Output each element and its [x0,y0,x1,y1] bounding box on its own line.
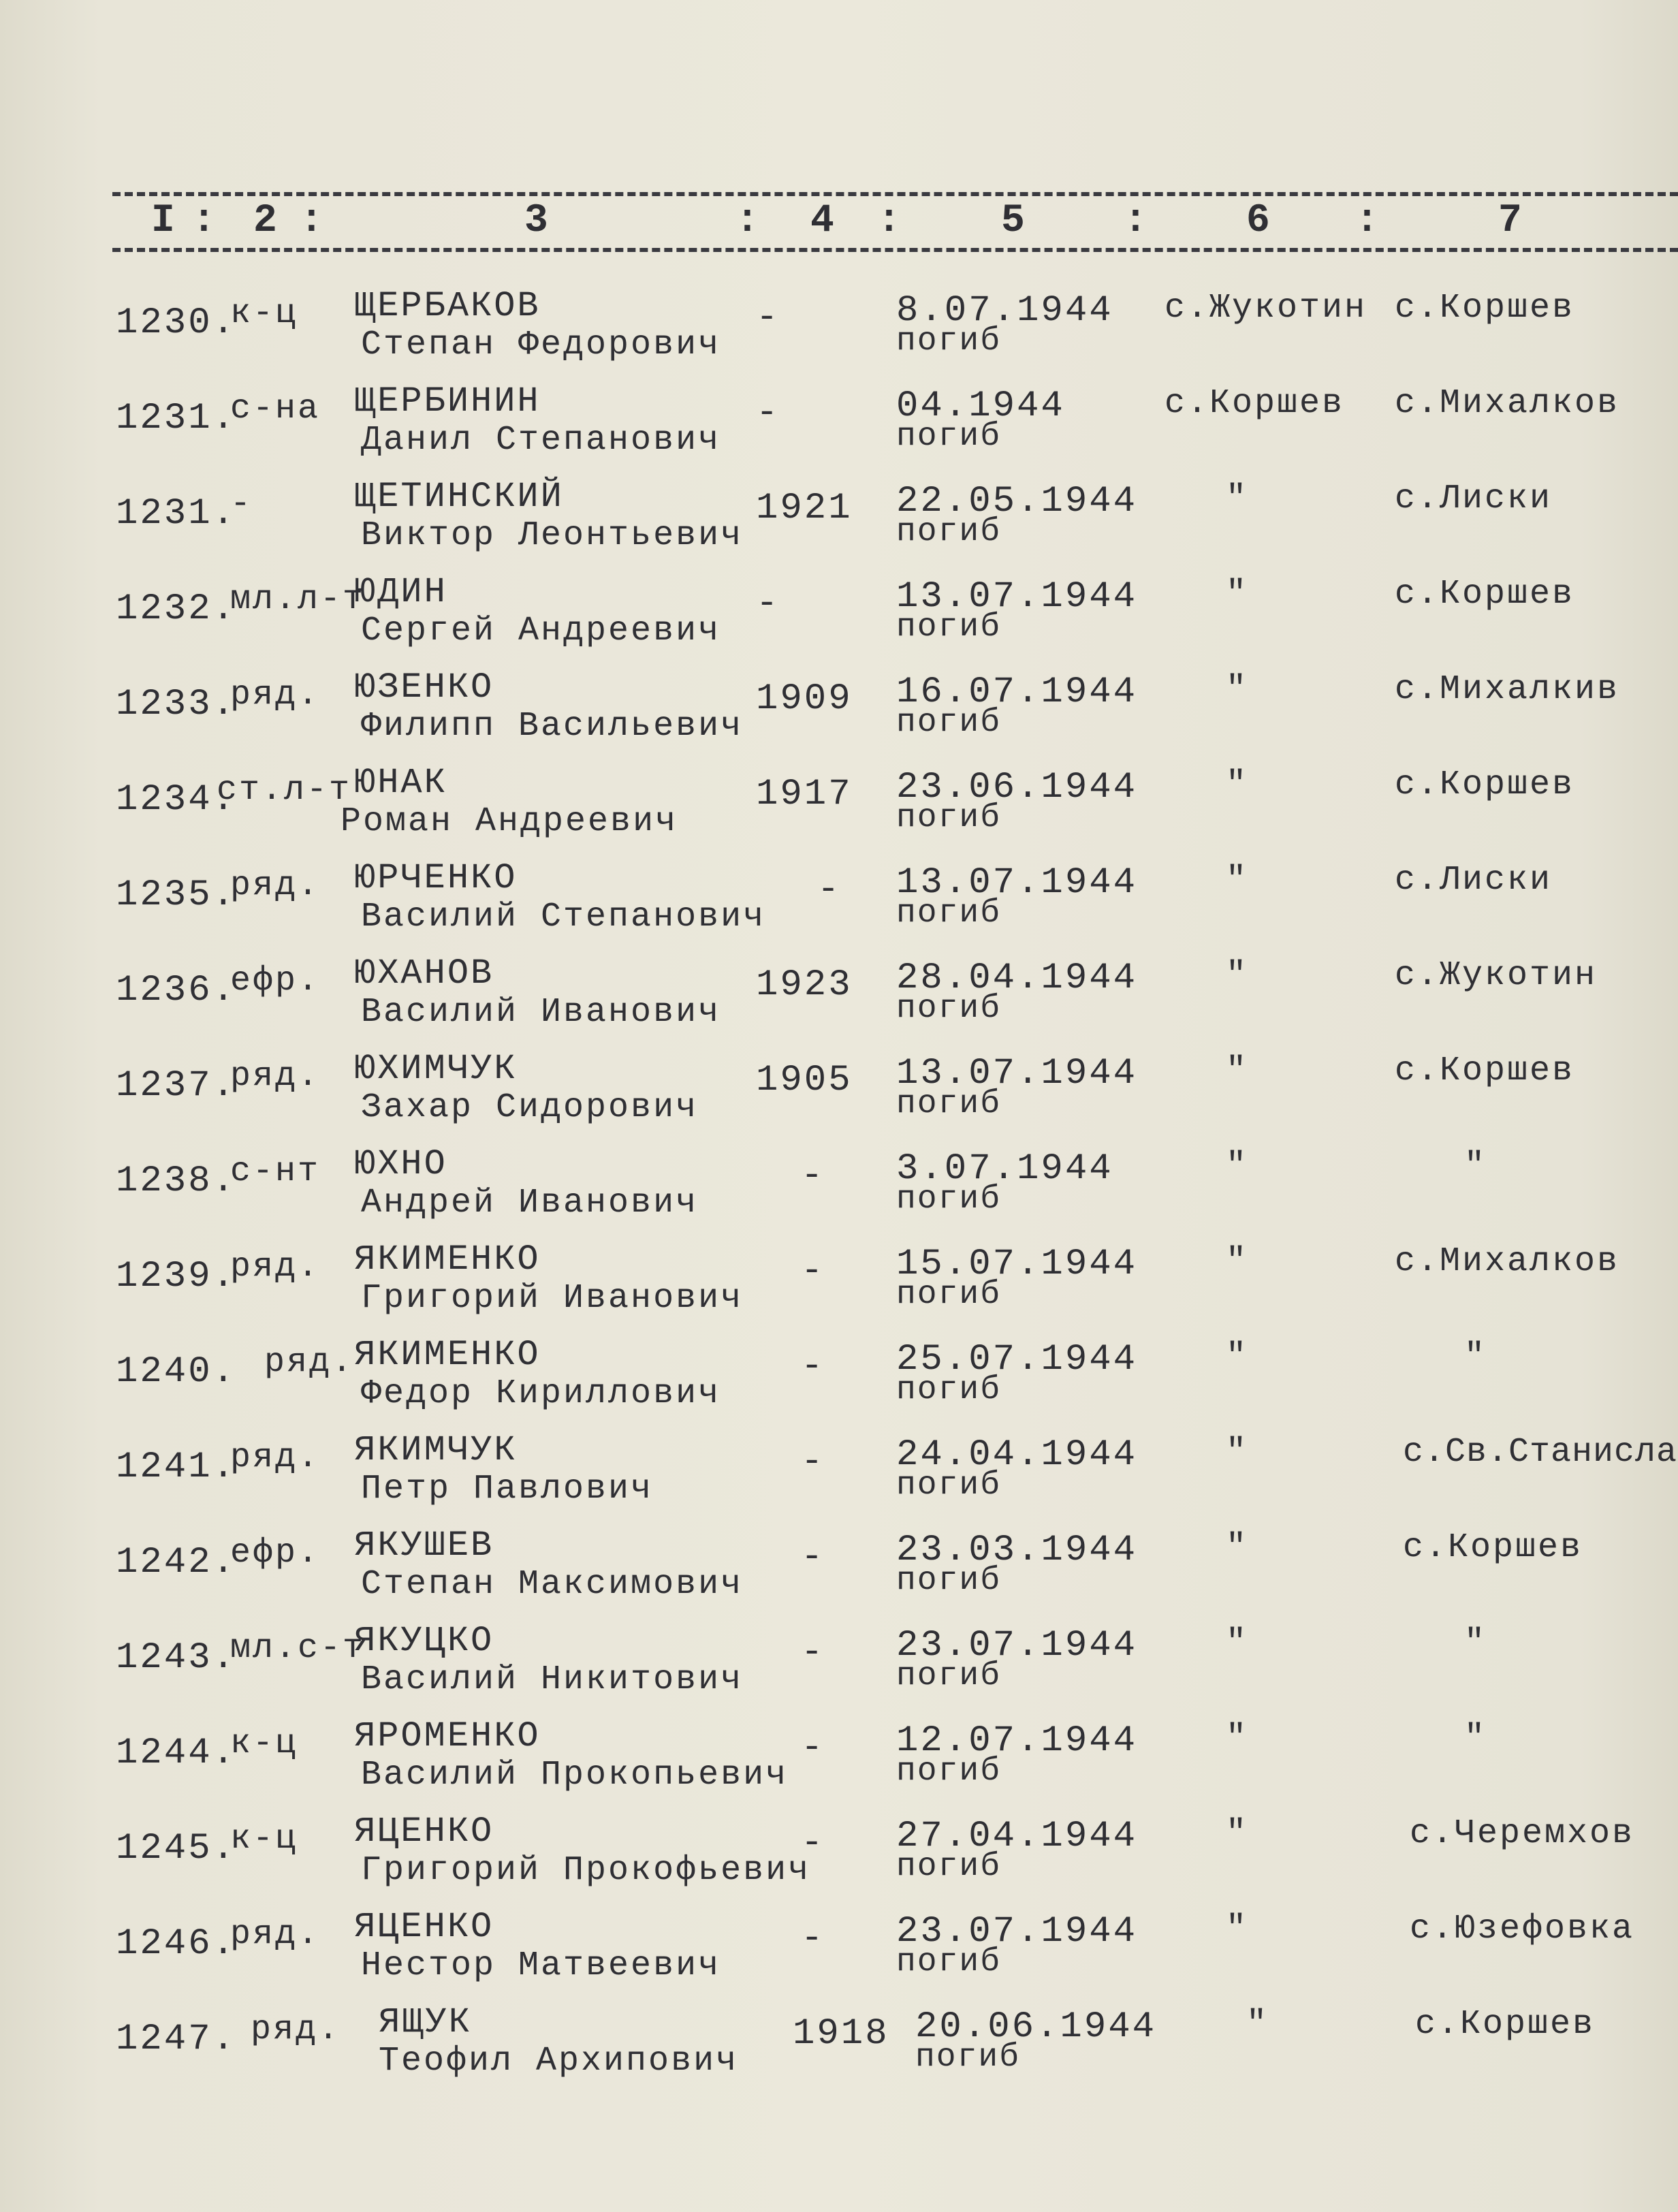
record-rank: с-на [230,390,321,428]
record-column-7: с.Черемхов [1410,1814,1635,1853]
column-header-4: 4 [810,199,837,243]
record-column-6: " [1226,1528,1249,1567]
record-date: 3.07.1944 [896,1148,1113,1190]
record-date: 15.07.1944 [896,1244,1138,1285]
record-number: 1231. [116,398,237,439]
record-rank: ряд. [264,1343,355,1382]
table-row [0,1526,1678,1629]
record-surname: ЯКУЦКО [354,1621,494,1661]
record-column-6: " [1226,861,1249,900]
record-column-7: с.Коршев [1415,2005,1596,2044]
record-number: 1243. [116,1637,237,1679]
record-number: 1234. [116,779,237,821]
record-column-7: с.Жукотин [1395,956,1598,995]
record-given-name: Сергей Андреевич [361,612,721,650]
record-column-7: с.Михалков [1395,1242,1620,1281]
record-column-6: " [1226,670,1249,709]
record-status: погиб [896,1372,1002,1408]
record-column-6: с.Коршев [1165,384,1345,423]
table-row [0,858,1678,962]
record-rank: ряд. [230,1057,321,1096]
record-rank: к-ц [230,1820,298,1859]
record-status: погиб [896,323,1002,360]
record-rank: - [230,485,253,524]
record-column-6: " [1226,765,1249,804]
record-number: 1235. [116,874,237,916]
record-number: 1247. [116,2019,237,2060]
record-birth-year: - [801,1250,825,1292]
record-birth-year: - [801,1155,825,1197]
table-row [0,953,1678,1057]
record-rank: ряд. [230,1438,321,1477]
record-birth-year: 1917 [756,774,853,815]
table-row [0,1430,1678,1534]
record-given-name: Виктор Леонтьевич [361,516,744,555]
record-status: погиб [896,1848,1002,1885]
record-rank: с-нт [230,1152,321,1191]
column-header-1: I [151,199,178,243]
record-column-7: с.Коршев [1395,575,1575,614]
table-row [0,1716,1678,1820]
record-status: погиб [896,1181,1002,1218]
record-rank: ст.л-т [217,771,352,810]
record-column-7: с.Коршев [1395,289,1575,328]
record-birth-year: - [801,1632,825,1673]
column-header-7: 7 [1498,199,1525,243]
record-column-7: с.Св.Станисла [1403,1433,1678,1472]
record-rank: ряд. [251,2010,341,2049]
record-status: погиб [896,1562,1002,1599]
record-date: 27.04.1944 [896,1816,1138,1857]
column-header-3: 3 [524,199,551,243]
record-column-6: " [1226,1052,1249,1090]
record-given-name: Василий Степанович [361,898,766,936]
record-given-name: Нестор Матвеевич [361,1946,721,1985]
record-birth-year: 1918 [793,2013,889,2055]
record-column-7: с.Лиски [1395,479,1553,518]
record-date: 22.05.1944 [896,481,1138,522]
column-header-5: 5 [1001,199,1028,243]
record-given-name: Теофил Архипович [379,2042,739,2081]
record-rank: к-ц [230,1724,298,1763]
record-column-6: " [1226,1242,1249,1281]
record-status: погиб [896,1086,1002,1122]
record-number: 1240. [116,1351,237,1393]
table-row [0,2002,1678,2106]
record-column-6: " [1226,479,1249,518]
record-rank: к-ц [230,294,298,333]
record-surname: ЮРЧЕНКО [354,858,518,898]
column-separator: : [877,199,901,243]
column-separator: : [735,199,759,243]
record-date: 12.07.1944 [896,1720,1138,1762]
header-top-rule [112,192,1678,196]
table-row [0,1144,1678,1248]
record-number: 1245. [116,1828,237,1869]
record-column-7: с.Михалков [1395,384,1620,423]
record-birth-year: - [801,1918,825,1959]
record-number: 1230. [116,302,237,344]
column-separator: : [1355,199,1379,243]
record-date: 24.04.1944 [896,1434,1138,1476]
record-status: погиб [896,990,1002,1027]
record-date: 28.04.1944 [896,958,1138,999]
record-surname: ЯЩУК [379,2002,472,2042]
record-number: 1237. [116,1065,237,1107]
record-status: погиб [896,609,1002,646]
record-surname: ЯКИМЕНКО [354,1239,541,1280]
record-column-6: " [1226,1147,1249,1186]
record-surname: ЮХНО [354,1144,447,1184]
record-number: 1246. [116,1923,237,1965]
table-row [0,381,1678,485]
record-given-name: Федор Кириллович [361,1374,721,1413]
record-status: погиб [896,1276,1002,1313]
record-surname: ЩЕРБАКОВ [354,286,541,326]
record-status: погиб [896,1753,1002,1790]
record-number: 1232. [116,588,237,630]
record-given-name: Григорий Прокофьевич [361,1851,811,1890]
record-status: погиб [915,2039,1021,2076]
record-column-7: с.Коршев [1395,1052,1575,1090]
record-column-7: с.Коршев [1395,765,1575,804]
record-birth-year: - [756,297,780,338]
record-given-name: Степан Максимович [361,1565,744,1604]
table-row [0,1335,1678,1438]
record-number: 1231. [116,493,237,535]
record-rank: ефр. [230,1534,321,1573]
table-row [0,572,1678,676]
record-date: 23.06.1944 [896,767,1138,808]
table-row [0,1812,1678,1915]
record-surname: ЯРОМЕНКО [354,1716,541,1756]
record-column-7: " [1464,1147,1487,1186]
record-date: 04.1944 [896,385,1065,427]
record-number: 1242. [116,1542,237,1583]
record-status: погиб [896,1658,1002,1694]
record-column-6: " [1226,1910,1249,1948]
record-birth-year: - [801,1536,825,1578]
record-given-name: Василий Никитович [361,1660,744,1699]
record-given-name: Василий Иванович [361,993,721,1032]
table-row [0,286,1678,390]
record-surname: ЯКИМЕНКО [354,1335,541,1375]
record-birth-year: 1921 [756,488,853,529]
record-birth-year: 1923 [756,964,853,1006]
table-row [0,763,1678,866]
record-status: погиб [896,1467,1002,1504]
record-surname: ЮЗЕНКО [354,667,494,708]
record-given-name: Василий Прокопьевич [361,1756,789,1795]
column-header-6: 6 [1246,199,1273,243]
record-rank: ефр. [230,962,321,1000]
record-date: 13.07.1944 [896,576,1138,618]
record-surname: ЮНАК [354,763,447,803]
record-column-7: " [1464,1719,1487,1758]
record-birth-year: - [817,869,842,911]
record-surname: ЯКИМЧУК [354,1430,518,1470]
record-rank: мл.с-т [230,1629,366,1668]
record-surname: ЯЦЕНКО [354,1907,494,1947]
record-birth-year: 1909 [756,678,853,720]
record-column-7: с.Коршев [1403,1528,1583,1567]
record-column-6: " [1226,1814,1249,1853]
record-column-6: " [1226,1719,1249,1758]
record-surname: ЮХАНОВ [354,953,494,994]
record-given-name: Филипп Васильевич [361,707,744,746]
record-status: погиб [896,1944,1002,1980]
record-birth-year: - [801,1441,825,1483]
table-row [0,477,1678,580]
record-date: 25.07.1944 [896,1339,1138,1380]
record-rank: мл.л-т [230,580,366,619]
record-date: 23.07.1944 [896,1911,1138,1953]
record-number: 1241. [116,1447,237,1488]
record-column-7: с.Лиски [1395,861,1553,900]
record-number: 1233. [116,684,237,725]
record-birth-year: - [801,1727,825,1769]
column-header-2: 2 [253,199,280,243]
record-column-7: с.Михалкив [1395,670,1620,709]
record-date: 23.03.1944 [896,1530,1138,1571]
record-date: 23.07.1944 [896,1625,1138,1666]
table-row [0,667,1678,771]
table-row [0,1239,1678,1343]
record-date: 13.07.1944 [896,1053,1138,1094]
record-given-name: Степан Федорович [361,326,721,364]
record-status: погиб [896,800,1002,836]
record-given-name: Андрей Иванович [361,1184,699,1222]
record-number: 1238. [116,1160,237,1202]
record-date: 16.07.1944 [896,672,1138,713]
record-column-6: " [1226,575,1249,614]
record-rank: ряд. [230,1915,321,1954]
record-surname: ЩЕТИНСКИЙ [354,477,564,517]
record-surname: ЮХИМЧУК [354,1049,518,1089]
record-status: погиб [896,895,1002,932]
column-separator: : [1124,199,1147,243]
record-surname: ЩЕРБИНИН [354,381,541,422]
record-rank: ряд. [230,866,321,905]
record-column-7: " [1464,1624,1487,1662]
record-status: погиб [896,704,1002,741]
record-column-7: " [1464,1338,1487,1376]
record-date: 20.06.1944 [915,2006,1157,2048]
record-surname: ЮДИН [354,572,447,612]
record-birth-year: - [756,583,780,625]
record-column-7: с.Юзефовка [1410,1910,1635,1948]
table-row [0,1907,1678,2010]
record-column-6: " [1226,1433,1249,1472]
record-column-6: с.Жукотин [1165,289,1367,328]
record-birth-year: 1905 [756,1060,853,1101]
column-separator: : [300,199,323,243]
header-bottom-rule [112,248,1678,252]
record-birth-year: - [801,1346,825,1387]
record-rank: ряд. [230,1248,321,1286]
record-given-name: Данил Степанович [361,421,721,460]
record-birth-year: - [756,392,780,434]
record-birth-year: - [801,1822,825,1864]
table-row [0,1049,1678,1152]
record-given-name: Роман Андреевич [341,802,678,841]
column-separator: : [192,199,216,243]
record-surname: ЯКУШЕВ [354,1526,494,1566]
record-number: 1239. [116,1256,237,1297]
record-given-name: Захар Сидорович [361,1088,699,1127]
record-column-6: " [1226,1624,1249,1662]
record-surname: ЯЦЕНКО [354,1812,494,1852]
record-date: 8.07.1944 [896,290,1113,332]
record-column-6: " [1246,2005,1269,2044]
record-status: погиб [896,514,1002,550]
record-given-name: Григорий Иванович [361,1279,744,1318]
record-status: погиб [896,418,1002,455]
record-date: 13.07.1944 [896,862,1138,904]
record-column-6: " [1226,1338,1249,1376]
record-column-6: " [1226,956,1249,995]
record-given-name: Петр Павлович [361,1470,654,1508]
record-number: 1236. [116,970,237,1011]
record-rank: ряд. [230,676,321,714]
record-number: 1244. [116,1733,237,1774]
table-row [0,1621,1678,1724]
